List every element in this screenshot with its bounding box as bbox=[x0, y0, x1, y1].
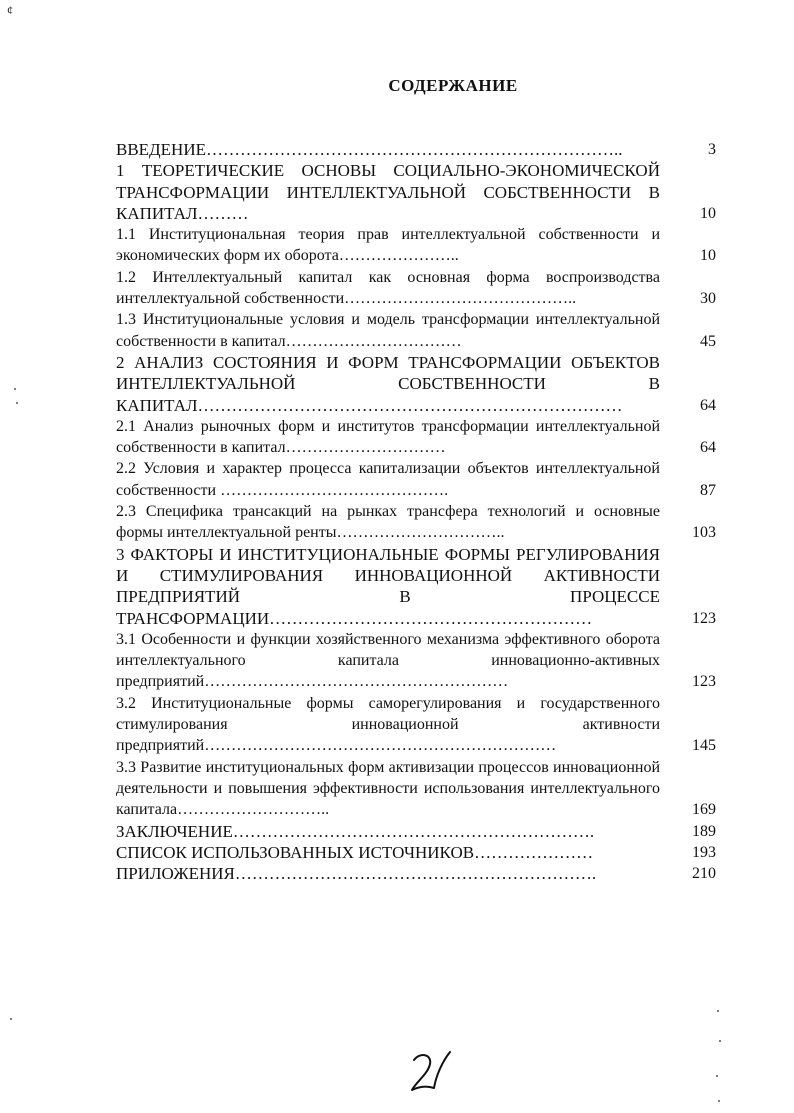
scan-speck bbox=[14, 388, 16, 390]
toc-entry-page: 64 bbox=[700, 439, 716, 457]
toc-entry-page: 145 bbox=[692, 737, 716, 755]
toc-entry bbox=[116, 693, 716, 757]
toc-entry-title: 1.1 Институциональная теория прав интеллектуальной собственности и экономических форм их оборота………………….. bbox=[116, 226, 660, 265]
toc-entry-title: 2.2 Условия и характер процесса капитализации объектов интеллектуальной собственности ……………………………………. bbox=[116, 460, 660, 499]
toc-entry-title: 1.3 Институциональные условия и модель трансформации интеллектуальной собственности в капитал…………………………… bbox=[116, 311, 660, 350]
toc-entry-title: ЗАКЛЮЧЕНИЕ………………………………………………………. bbox=[116, 821, 595, 841]
toc-entry-page: 123 bbox=[692, 609, 716, 627]
toc-entry bbox=[116, 863, 716, 884]
scan-speck bbox=[10, 1018, 12, 1020]
toc-entry bbox=[116, 309, 716, 352]
toc-entry-title: 3.3 Развитие институциональных форм активизации процессов инновационной деятельности и повышения эффективности использования интеллектуального капитала……………………….. bbox=[116, 758, 660, 819]
toc-entry bbox=[116, 501, 716, 544]
toc-entry bbox=[116, 160, 716, 224]
toc-entry-title: 3.1 Особенности и функции хозяйственного механизма эффективного оборота интеллектуального капитала инновационно-активных предприятий………………………………………………… bbox=[116, 630, 660, 691]
corner-mark: ¢ bbox=[7, 3, 13, 17]
toc-entry bbox=[116, 821, 716, 842]
scan-speck bbox=[16, 402, 18, 404]
toc-entry bbox=[116, 842, 716, 863]
toc-entry-page: 193 bbox=[692, 843, 716, 861]
toc-entry-page: 189 bbox=[692, 822, 716, 840]
toc-entry-page: 3 bbox=[708, 141, 716, 158]
toc-entry bbox=[116, 139, 716, 160]
page-title: СОДЕРЖАНИЕ bbox=[388, 76, 518, 95]
toc-entry-page: 45 bbox=[700, 332, 716, 350]
toc-entry bbox=[116, 224, 716, 267]
toc-entry-title: ВВЕДЕНИЕ……………………………………………………………….. bbox=[116, 140, 623, 159]
toc-entry-page: 169 bbox=[692, 801, 716, 819]
toc-entry-title: 2 АНАЛИЗ СОСТОЯНИЯ И ФОРМ ТРАНСФОРМАЦИИ ОБЪЕКТОВ ИНТЕЛЛЕКТУАЛЬНОЙ СОБСТВЕННОСТИ В КАПИТАЛ………………………………………………………………… bbox=[116, 352, 660, 415]
toc-entry-title: 1.2 Интеллектуальный капитал как основная форма воспроизводства интеллектуальной собственности…………………………………….. bbox=[116, 268, 660, 308]
toc-entry-title: 2.1 Анализ рыночных форм и институтов трансформации интеллектуальной собственности в капитал………………………… bbox=[116, 417, 660, 457]
toc-entry bbox=[116, 757, 716, 821]
scan-speck bbox=[718, 1100, 720, 1102]
toc-entry-title: ПРИЛОЖЕНИЯ………………………………………………………. bbox=[116, 864, 597, 884]
handwritten-page-number bbox=[406, 1046, 452, 1096]
toc-entry bbox=[116, 629, 716, 693]
toc-entry bbox=[116, 458, 716, 501]
toc-entry-page: 87 bbox=[700, 481, 716, 499]
toc-entry-page: 210 bbox=[692, 865, 716, 883]
toc-entry bbox=[116, 544, 716, 629]
table-of-contents bbox=[116, 139, 716, 884]
toc-entry-page: 10 bbox=[700, 204, 716, 222]
toc-entry bbox=[116, 267, 716, 310]
toc-entry-page: 103 bbox=[692, 524, 716, 542]
toc-entry-title: 2.3 Специфика трансакций на рынках трансфера технологий и основные формы интеллектуальной ренты………………………….. bbox=[116, 503, 660, 542]
toc-entry bbox=[116, 416, 716, 459]
toc-entry-title: 1 ТЕОРЕТИЧЕСКИЕ ОСНОВЫ СОЦИАЛЬНО-ЭКОНОМИЧЕСКОЙ ТРАНСФОРМАЦИИ ИНТЕЛЛЕКТУАЛЬНОЙ СОБСТВЕННОСТИ В КАПИТАЛ……… bbox=[116, 161, 660, 223]
toc-entry-title: СПИСОК ИСПОЛЬЗОВАННЫХ ИСТОЧНИКОВ………………… bbox=[116, 842, 594, 862]
scan-speck bbox=[719, 1040, 721, 1042]
toc-entry bbox=[116, 352, 716, 416]
scan-speck bbox=[717, 1010, 719, 1012]
toc-entry-page: 30 bbox=[700, 290, 716, 308]
toc-entry-title: 3 ФАКТОРЫ И ИНСТИТУЦИОНАЛЬНЫЕ ФОРМЫ РЕГУЛИРОВАНИЯ И СТИМУЛИРОВАНИЯ ИННОВАЦИОННОЙ АКТИВНОСТИ ПРЕДПРИЯТИЙ В ПРОЦЕССЕ ТРАНСФОРМАЦИИ………………………………………………… bbox=[116, 544, 660, 628]
toc-entry-page: 64 bbox=[700, 396, 716, 414]
toc-entry-title: 3.2 Институциональные формы саморегулирования и государственного стимулирования инновационной активности предприятий………………………………………………………… bbox=[116, 694, 660, 755]
toc-entry-page: 123 bbox=[692, 673, 716, 691]
toc-entry-page: 10 bbox=[700, 247, 716, 265]
scan-speck bbox=[716, 1075, 718, 1077]
